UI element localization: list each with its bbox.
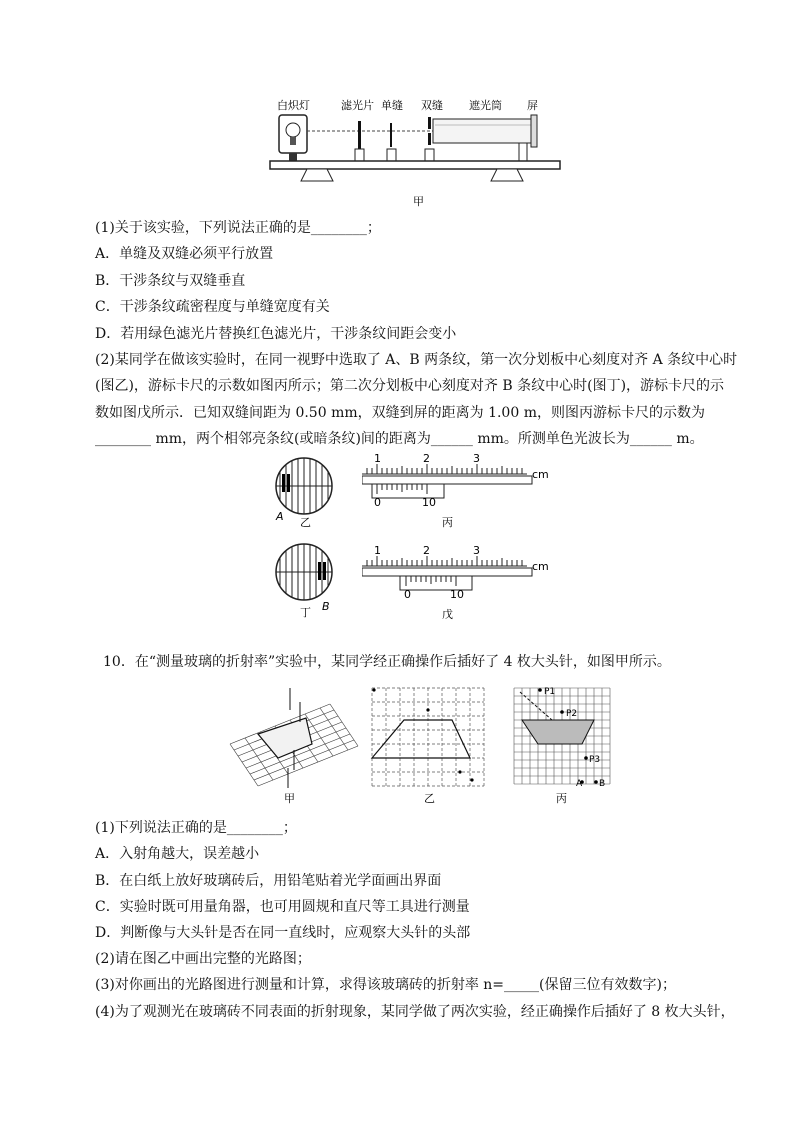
q9-option-c: C．干涉条纹疏密程度与单缝宽度有关 xyxy=(95,299,330,315)
pin-p1: P1 xyxy=(544,687,556,697)
caption-ding: 丁 xyxy=(300,606,311,619)
caption-yi-q10: 乙 xyxy=(424,792,435,804)
double-slit-apparatus-figure xyxy=(265,95,565,215)
pin-p3: P3 xyxy=(589,755,601,765)
q10-part4: (4)为了观测光在玻璃砖不同表面的折射现象，某同学做了两次实验，经正确操作后插好了 8 枚大头针， xyxy=(95,1004,735,1020)
tick-label-1-bing: 1 xyxy=(374,452,381,465)
q10-option-d: D．判断像与大头针是否在同一直线时，应观察大头针的头部 xyxy=(95,925,471,941)
label-filter: 滤光片 xyxy=(341,99,374,112)
pin-a: A xyxy=(576,779,583,789)
pin-p2: P2 xyxy=(566,709,578,719)
caption-jia-top: 甲 xyxy=(413,195,424,208)
label-a-yi: A xyxy=(276,510,284,523)
tick-label-2-bing: 2 xyxy=(423,452,430,465)
tick-label-3-wu: 3 xyxy=(473,544,480,557)
refraction-figure-jia xyxy=(220,684,360,804)
q9-part2-line4: ________ mm，两个相邻亮条纹(或暗条纹)间的距离为______ mm。所测单色光波长为______ m。 xyxy=(95,431,704,447)
q9-part2-line1: (2)某同学在做该实验时，在同一视野中选取了 A、B 两条纹，第一次分划板中心刻度对齐 A 条纹中心时 xyxy=(95,352,738,368)
q9-option-a: A．单缝及双缝必须平行放置 xyxy=(95,246,274,262)
tick-label-3-bing: 3 xyxy=(473,452,480,465)
tick-label-2-wu: 2 xyxy=(423,544,430,557)
caption-yi: 乙 xyxy=(300,516,311,528)
q10-part1: (1)下列说法正确的是________； xyxy=(95,820,297,836)
vernier-caliper-bing xyxy=(362,450,562,530)
vernier-0-wu: 0 xyxy=(404,588,411,601)
caption-wu: 戊 xyxy=(442,608,453,621)
vernier-10-wu: 10 xyxy=(450,588,464,601)
label-screen: 屏 xyxy=(527,99,538,112)
q9-option-b: B．干涉条纹与双缝垂直 xyxy=(95,273,246,289)
refraction-figure-yi xyxy=(368,684,488,804)
q10-option-a: A．入射角越大，误差越小 xyxy=(95,846,260,862)
q9-part2-line2: (图乙)，游标卡尺的示数如图丙所示；第二次分划板中心刻度对齐 B 条纹中心时(图丁)，游标卡尺的示 xyxy=(95,378,725,394)
caption-jia-q10: 甲 xyxy=(284,792,295,804)
caption-bing: 丙 xyxy=(442,516,453,529)
q10-option-b: B．在白纸上放好玻璃砖后，用铅笔贴着光学面画出界面 xyxy=(95,873,442,889)
fringe-view-ding xyxy=(270,540,350,620)
pin-b: B xyxy=(599,779,606,789)
label-double-slit: 双缝 xyxy=(421,99,443,112)
caption-bing-q10: 丙 xyxy=(556,792,567,804)
label-b-ding: B xyxy=(322,600,330,613)
label-lamp: 白炽灯 xyxy=(277,99,310,112)
refraction-figure-bing xyxy=(510,684,615,804)
fringe-view-yi xyxy=(270,456,350,528)
unit-cm-wu: cm xyxy=(532,560,549,573)
q9-part2-line3: 数如图戊所示．已知双缝间距为 0.50 mm，双缝到屏的距离为 1.00 m，则图丙游标卡尺的示数为 xyxy=(95,405,705,421)
vernier-caliper-wu xyxy=(362,542,562,622)
q9-option-d: D．若用绿色滤光片替换红色滤光片，干涉条纹间距会变小 xyxy=(95,326,457,342)
unit-cm-bing: cm xyxy=(532,468,549,481)
vernier-10-bing: 10 xyxy=(422,496,436,509)
tick-label-1-wu: 1 xyxy=(374,544,381,557)
vernier-0-bing: 0 xyxy=(374,496,381,509)
q10-part3: (3)对你画出的光路图进行测量和计算，求得该玻璃砖的折射率 n=_____(保留三位有效数字)； xyxy=(95,977,676,993)
q9-part1: (1)关于该实验，下列说法正确的是________； xyxy=(95,220,381,236)
label-tube: 遮光筒 xyxy=(469,99,502,112)
q10-option-c: C．实验时既可用量角器，也可用圆规和直尺等工具进行测量 xyxy=(95,899,470,915)
label-single-slit: 单缝 xyxy=(381,99,403,112)
q10-intro: 10．在“测量玻璃的折射率”实验中，某同学经正确操作后插好了 4 枚大头针，如图甲所示。 xyxy=(103,654,671,670)
q10-part2: (2)请在图乙中画出完整的光路图； xyxy=(95,951,311,967)
